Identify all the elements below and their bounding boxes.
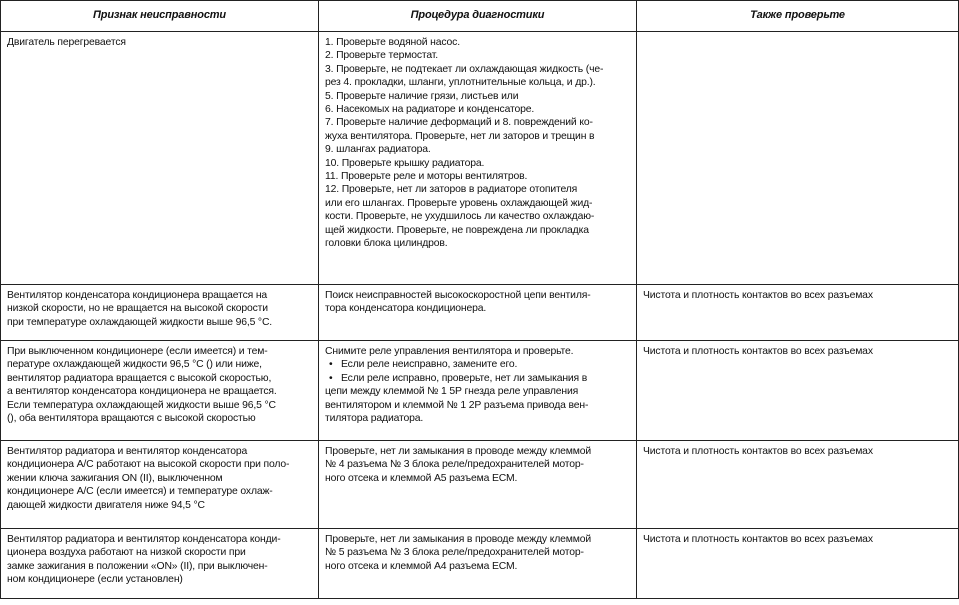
procedure-line: щей жидкости. Проверьте, не повреждена ли прокладка xyxy=(325,224,589,236)
symptom-line: Вентилятор радиатора и вентилятор конденсатора xyxy=(7,446,248,457)
symptom-cell xyxy=(1,441,319,529)
table-row xyxy=(1,341,959,441)
symptom-line: ном кондиционере (если установлен) xyxy=(7,574,183,586)
symptom-line: а вентилятор конденсатора кондиционера не вращается. xyxy=(7,386,277,398)
procedure-line: 7. Проверьте наличие деформаций и 8. повреждений ко- xyxy=(325,117,593,129)
symptom-line: Вентилятор конденсатора кондиционера вращается на xyxy=(7,290,268,301)
symptom-line: замке зажигания в положении «ON» (II), при выключен- xyxy=(7,560,268,572)
symptom-line: При выключенном кондиционере (если имеется) и тем- xyxy=(7,346,268,357)
procedure-line: Поиск неисправностей высокоскоростной цепи вентиля- xyxy=(325,290,591,301)
bullet-dot: • xyxy=(329,372,333,384)
symptom-line: кондиционере А/С (если имеется) и температуре охлаж- xyxy=(7,486,273,498)
symptom-line: (), оба вентилятора вращаются с высокой скоростью xyxy=(7,413,256,425)
also-check-cell xyxy=(637,32,959,285)
table-row xyxy=(1,285,959,341)
procedure-cell xyxy=(319,441,637,529)
bullet-continuation: вентилятором и клеммой № 1 2Р разъема привода вен- xyxy=(325,399,589,411)
table-row xyxy=(1,32,959,285)
procedure-line: 11. Проверьте реле и моторы вентилятров. xyxy=(325,171,528,183)
procedure-line: 2. Проверьте термостат. xyxy=(325,50,439,62)
procedure-cell xyxy=(319,32,637,285)
bullet-text: Если реле неисправно, замените его. xyxy=(341,359,518,371)
procedure-line: 3. Проверьте, не подтекает ли охлаждающая жидкость (че- xyxy=(325,63,604,75)
procedure-line: ного отсека и клеммой А4 разъема ЕСМ. xyxy=(325,560,518,572)
procedure-line: 12. Проверьте, нет ли заторов в радиаторе отопителя xyxy=(325,184,578,196)
procedure-line: Проверьте, нет ли замыкания в проводе между клеммой xyxy=(325,534,592,545)
procedure-line: Проверьте, нет ли замыкания в проводе между клеммой xyxy=(325,446,592,457)
procedure-line: 5. Проверьте наличие грязи, листьев или xyxy=(325,90,519,102)
procedure-line: рез 4. прокладки, шланги, уплотнительные кольца, и др.). xyxy=(325,77,596,89)
procedure-intro: Снимите реле управления вентилятора и проверьте. xyxy=(325,346,574,357)
also-check-line: Чистота и плотность контактов во всех разъемах xyxy=(643,446,873,457)
also-check-line: Чистота и плотность контактов во всех разъемах xyxy=(643,534,873,545)
bullet-dot: • xyxy=(329,359,333,371)
also-check-line: Чистота и плотность контактов во всех разъемах xyxy=(643,290,873,301)
also-check-cell xyxy=(637,285,959,341)
header-symptom: Признак неисправности xyxy=(1,1,319,32)
symptom-line: пературе охлаждающей жидкости 96,5 °С () или ниже, xyxy=(7,359,262,371)
bullet-item xyxy=(325,372,630,385)
procedure-line: 1. Проверьте водяной насос. xyxy=(325,37,460,48)
procedure-line: тора конденсатора кондиционера. xyxy=(325,303,487,315)
also-check-cell xyxy=(637,441,959,529)
symptom-line: кондиционера А/С работают на высокой скорости при поло- xyxy=(7,459,290,471)
symptom-line: жении ключа зажигания ON (II), выключенном xyxy=(7,472,223,484)
procedure-line: № 4 разъема № 3 блока реле/предохранителей мотор- xyxy=(325,459,584,471)
procedure-line: 10. Проверьте крышку радиатора. xyxy=(325,157,485,169)
header-also-check: Также проверьте xyxy=(637,1,959,32)
symptom-cell xyxy=(1,32,319,285)
symptom-line: при температуре охлаждающей жидкости выше 96,5 °С. xyxy=(7,316,273,328)
bullet-continuation: тилятора радиатора. xyxy=(325,413,424,425)
bullet-item xyxy=(325,358,630,371)
procedure-line: ного отсека и клеммой А5 разъема ЕСМ. xyxy=(325,472,518,484)
symptom-cell xyxy=(1,285,319,341)
table-header-row xyxy=(1,1,959,32)
also-check-cell xyxy=(637,529,959,599)
procedure-cell xyxy=(319,285,637,341)
procedure-line: или его шлангах. Проверьте уровень охлаждающей жид- xyxy=(325,197,593,209)
also-check-line: Чистота и плотность контактов во всех разъемах xyxy=(643,346,873,357)
procedure-line: кости. Проверьте, не ухудшилось ли качество охлаждаю- xyxy=(325,211,595,223)
procedure-line: № 5 разъема № 3 блока реле/предохранителей мотор- xyxy=(325,547,584,559)
header-procedure: Процедура диагностики xyxy=(319,1,637,32)
symptom-line: Вентилятор радиатора и вентилятор конденсатора конди- xyxy=(7,534,281,545)
symptom-line: ционера воздуха работают на низкой скорости при xyxy=(7,547,246,559)
also-check-cell xyxy=(637,341,959,441)
procedure-cell xyxy=(319,529,637,599)
procedure-line: головки блока цилиндров. xyxy=(325,238,448,250)
symptom-cell xyxy=(1,529,319,599)
symptom-line: Двигатель перегревается xyxy=(7,37,126,48)
bullet-continuation: цепи между клеммой № 1 5Р гнезда реле управления xyxy=(325,386,579,398)
symptom-line: вентилятор радиатора вращается с высокой скоростью, xyxy=(7,372,272,384)
symptom-line: Если температура охлаждающей жидкости выше 96,5 °С xyxy=(7,399,276,411)
table-row xyxy=(1,529,959,599)
bullet-text: Если реле исправно, проверьте, нет ли замыкания в xyxy=(341,372,588,384)
procedure-line: жуха вентилятора. Проверьте, нет ли заторов и трещин в xyxy=(325,130,595,142)
procedure-cell xyxy=(319,341,637,441)
symptom-cell xyxy=(1,341,319,441)
table-row xyxy=(1,441,959,529)
symptom-line: низкой скорости, но не вращается на высокой скорости xyxy=(7,303,268,315)
procedure-line: 9. шлангах радиатора. xyxy=(325,144,431,156)
procedure-line: 6. Насекомых на радиаторе и конденсаторе. xyxy=(325,104,535,116)
symptom-line: дающей жидкости двигателя ниже 94,5 °С xyxy=(7,499,205,511)
